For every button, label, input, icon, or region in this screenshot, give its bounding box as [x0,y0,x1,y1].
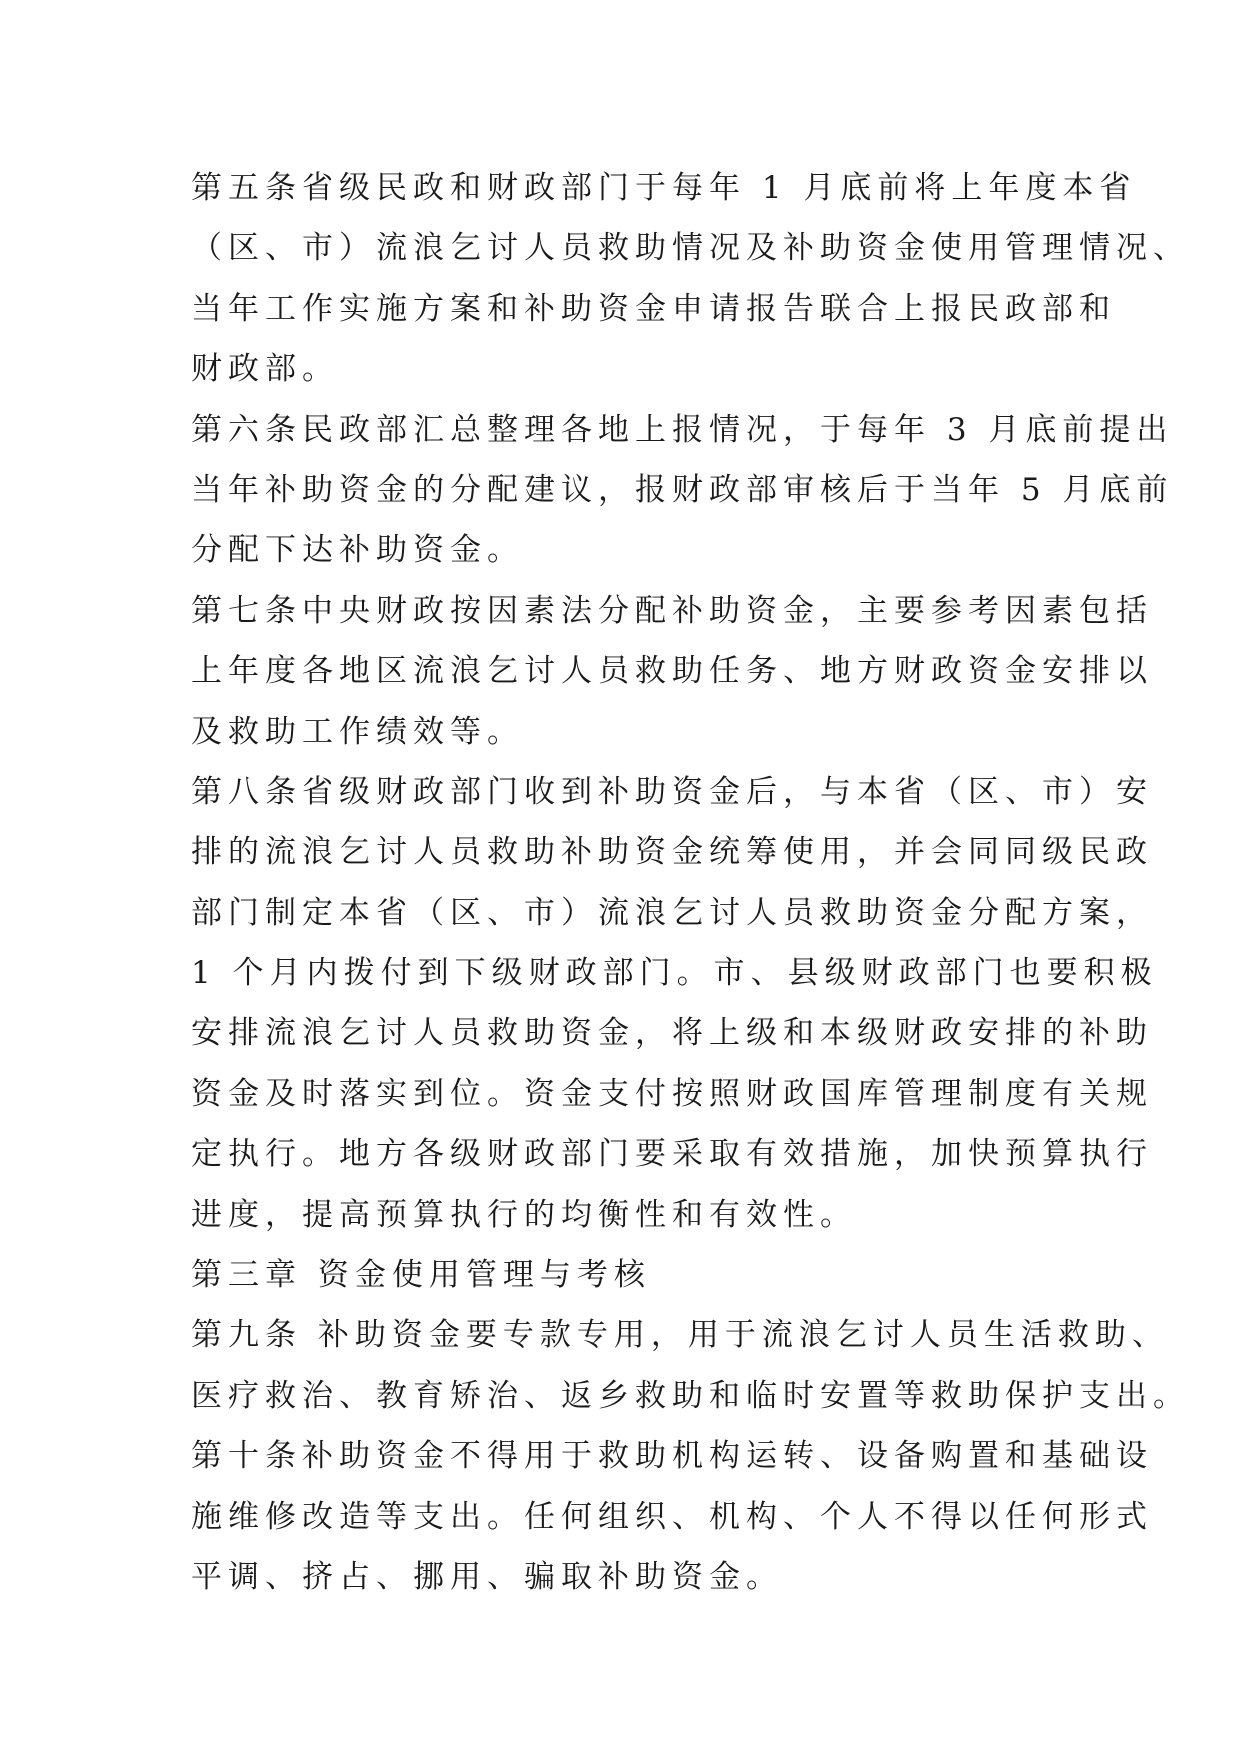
text-line: 第六条民政部汇总整理各地上报情况，于每年 3 月底前提出 [191,411,1174,448]
text-line: （区、市）流浪乞讨人员救助情况及补助资金使用管理情况、 [191,230,1190,267]
text-line: 平调、挤占、挪用、骗取补助资金。 [191,1558,783,1595]
text-line: 医疗救治、教育矫治、返乡救助和临时安置等救助保护支出。 [191,1377,1190,1414]
text-line: 安排流浪乞讨人员救助资金，将上级和本级财政安排的补助 [191,1015,1153,1052]
text-line: 第九条 补助资金要专款专用，用于流浪乞讨人员生活救助、 [191,1317,1169,1354]
chapter-heading: 第三章 资金使用管理与考核 [191,1257,651,1294]
text-line: 当年工作实施方案和补助资金申请报告联合上报民政部和 [191,290,1116,327]
text-line: 1 个月内拨付到下级财政部门。市、县级财政部门也要积极 [191,955,1158,992]
text-line: 施维修改造等支出。任何组织、机构、个人不得以任何形式 [191,1498,1153,1535]
document-body [191,158,1190,1607]
text-line: 分配下达补助资金。 [191,532,524,569]
text-line: 第十条补助资金不得用于救助机构运转、设备购置和基础设 [191,1438,1153,1475]
text-line: 财政部。 [191,351,339,388]
text-line: 第七条中央财政按因素法分配补助资金，主要参考因素包括 [191,592,1153,629]
text-line: 当年补助资金的分配建议，报财政部审核后于当年 5 月底前 [191,471,1174,508]
text-line: 第八条省级财政部门收到补助资金后，与本省（区、市）安 [191,773,1153,810]
text-line: 部门制定本省（区、市）流浪乞讨人员救助资金分配方案， [191,894,1153,931]
text-line: 及救助工作绩效等。 [191,713,524,750]
text-line: 进度，提高预算执行的均衡性和有效性。 [191,1196,857,1233]
text-line: 资金及时落实到位。资金支付按照财政国库管理制度有关规 [191,1075,1153,1112]
text-line: 排的流浪乞讨人员救助补助资金统筹使用，并会同同级民政 [191,834,1153,871]
text-line: 定执行。地方各级财政部门要采取有效措施，加快预算执行 [191,1136,1153,1173]
text-line: 第五条省级民政和财政部门于每年 1 月底前将上年度本省 [191,170,1137,206]
text-line: 上年度各地区流浪乞讨人员救助任务、地方财政资金安排以 [191,653,1153,690]
